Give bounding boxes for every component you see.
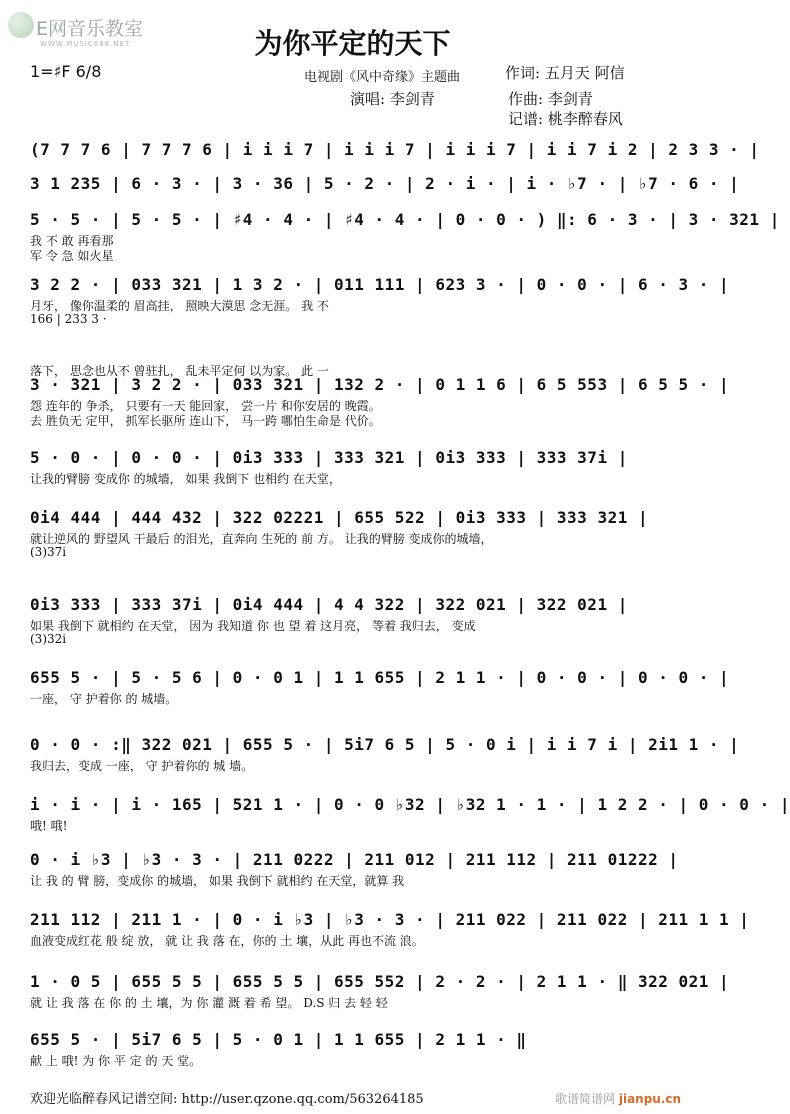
notation-row: 0i3 333 | 333 37i | 0i4 444 | 4 4 322 | 322 021 | 322 021 | <box>30 595 628 614</box>
notation-row: 0i4 444 | 444 432 | 322 02221 | 655 522 | 0i3 333 | 333 321 | <box>30 508 649 527</box>
notation-row: 655 5 · | 5i7 6 5 | 5 · 0 1 | 1 1 655 | 2 1 1 · ‖ <box>30 1030 527 1049</box>
lyric-line: 166 | 233 3 · <box>30 312 107 326</box>
singer: 演唱: 李剑青 <box>350 90 435 108</box>
site-logo: E网音乐教室 <box>36 18 144 40</box>
notation-row: 0 · i ♭3 | ♭3 · 3 · | 211 0222 | 211 012 | 211 112 | 211 01222 | <box>30 850 679 869</box>
notation-row: 1 · 0 5 | 655 5 5 | 655 5 5 | 655 552 | 2 · 2 · | 2 1 1 · ‖ 322 021 | <box>30 972 730 991</box>
notation-row: 3 1 235 | 6 · 3 · | 3 · 36 | 5 · 2 · | 2 · i · | i · ♭7 · | ♭7 · 6 · | <box>30 174 740 193</box>
footer-text: 欢迎光临醉春风记谱空间: http://user.qzone.qq.com/563264185 <box>30 1092 424 1107</box>
lyric-line: 就让逆风的 野望风 干最后 的泪光，直奔向 生死的 前 方。 让我的臂膀 变成你的城墙， <box>30 532 493 546</box>
site-credit <box>555 1090 681 1107</box>
lyric-line: 我归去，变成 一座， 守 护着你的 城 墙。 <box>30 759 254 773</box>
notation-row: 211 112 | 211 1 · | 0 · i ♭3 | ♭3 · 3 · | 211 022 | 211 022 | 211 1 1 | <box>30 910 750 929</box>
site-credit-name: 歌谱简谱网 <box>555 1092 616 1106</box>
lyric-line: 哦! 哦! <box>30 819 68 833</box>
notation-row: 655 5 · | 5 · 5 6 | 0 · 0 1 | 1 1 655 | 2 1 1 · | 0 · 0 · | 0 · 0 · | <box>30 668 730 687</box>
notation-row: 5 · 5 · | 5 · 5 · | ♯4 · 4 · | ♯4 · 4 · | 0 · 0 · ) ‖: 6 · 3 · | 3 · 321 | <box>30 210 780 229</box>
lyric-line: 血液变成红花 般 绽 放， 就 让 我 落 在，你的 土 壤，从此 再也不流 浪。 <box>30 934 424 948</box>
lyric-line: 军 令 急 如火星 <box>30 249 114 263</box>
lyric-line: 怨 连年的 争杀， 只要有一天 能回家， 尝一片 和你安居的 晚霞。 <box>30 399 381 413</box>
lyric-line: 让 我 的 臂 膀，变成你 的城墙， 如果 我倒下 就相约 在天堂，就算 我 <box>30 874 405 888</box>
lyric-line: 月牙， 像你温柔的 眉高挂， 照映大漠思 念无涯。 我 不 <box>30 299 329 313</box>
site-logo-url: WWW.MUSIC888.NET <box>40 40 131 48</box>
key-signature: 1=♯F 6/8 <box>30 62 102 81</box>
notation-row: 5 · 0 · | 0 · 0 · | 0i3 333 | 333 321 | 0i3 333 | 333 37i | <box>30 448 628 467</box>
composer: 作曲: 李剑青 <box>508 90 593 108</box>
lyric-line: 去 胜负无 定甲， 抓军长驱所 连山下， 马一跨 哪怕生命是 代价。 <box>30 414 381 428</box>
notation-row: (7 7 7 6 | 7 7 7 6 | i i i 7 | i i i 7 | i i i 7 | i i 7 i 2 | 2 3 3 · | <box>30 140 760 159</box>
notation-row: 0 · 0 · :‖ 322 021 | 655 5 · | 5i7 6 5 | 5 · 0 i | i i 7 i | 2i1 1 · | <box>30 735 740 754</box>
notation-row: 3 2 2 · | 033 321 | 1 3 2 · | 011 111 | 623 3 · | 0 · 0 · | 6 · 3 · | <box>30 275 730 294</box>
lyricist: 作词: 五月天 阿信 <box>505 64 625 82</box>
lyric-line: 就 让 我 落 在 你 的 土 壤，为 你 灌 溉 着 希 望。 D.S 归 去 轻 轻 <box>30 996 388 1010</box>
lyric-line: 献 上 哦! 为 你 平 定 的 天 堂。 <box>30 1054 202 1068</box>
lyric-line: 让我的臂膀 变成你 的城墙， 如果 我倒下 也相约 在天堂， <box>30 472 341 486</box>
song-title: 为你平定的天下 <box>254 27 451 60</box>
lyric-line: (3)37i <box>30 545 67 559</box>
lyric-line: 一座， 守 护着你 的 城墙。 <box>30 692 178 706</box>
notation-row: i · i · | i · 165 | 521 1 · | 0 · 0 ♭32 | ♭32 1 · 1 · | 1 2 2 · | 0 · 0 · | <box>30 795 790 814</box>
lyric-line: 我 不 敢 再看那 <box>30 234 114 248</box>
lyric-line: 如果 我倒下 就相约 在天堂， 因为 我知道 你 也 望 着 这月亮， 等着 我归去， 变成 <box>30 619 476 633</box>
lyric-line: (3)32i <box>30 632 67 646</box>
transcriber: 记谱: 桃李醉春风 <box>508 110 623 128</box>
site-credit-url: jianpu.cn <box>618 1092 682 1106</box>
subtitle: 电视剧《风中奇缘》主题曲 <box>304 70 461 85</box>
lyric-line: 落下， 思念也从不 曾驻扎， 乱未平定何 以为家。 此 一 <box>30 364 329 378</box>
notation-row: 3 · 321 | 3 2 2 · | 033 321 | 132 2 · | 0 1 1 6 | 6 5 553 | 6 5 5 · | <box>30 375 730 394</box>
